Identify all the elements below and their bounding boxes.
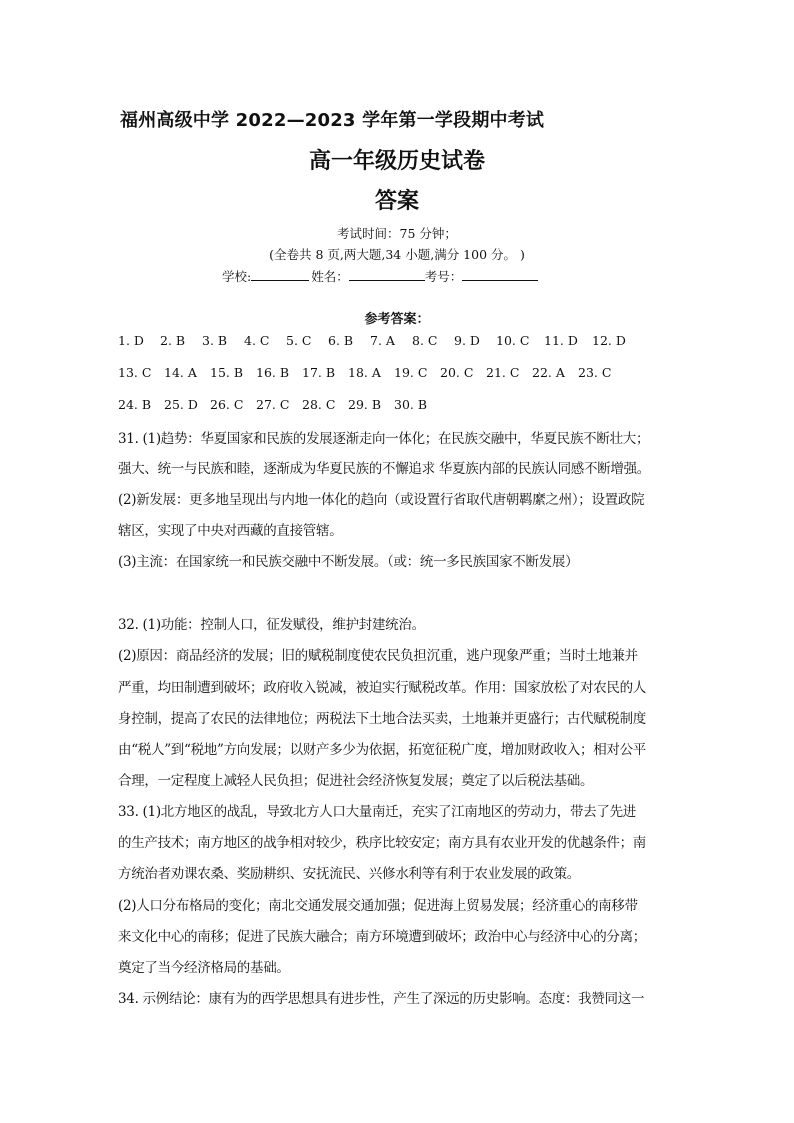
school-label: 学校: — [222, 269, 252, 284]
answer-line: (2)原因：商品经济的发展；旧的赋税制度使农民负担沉重，逃户现象严重；当时土地兼并 — [118, 648, 638, 664]
exam-scope: (全卷共 8 页,两大题,34 小题,满分 100 分。 ) — [269, 247, 525, 262]
mc-answer: 19. C — [394, 365, 428, 380]
mc-answer: 20. C — [440, 365, 474, 380]
mc-answer: 6. B — [328, 333, 354, 348]
mc-answer-row — [118, 333, 640, 348]
answer-line: 来文化中心的南移；促进了民族大融合；南方环境遭到破坏；政治中心与经济中心的分离； — [118, 929, 646, 945]
mc-answer: 3. B — [202, 333, 228, 348]
answer-line: (3)主流：在国家统一和民族交融中不断发展。（或：统一多民族国家不断发展） — [118, 554, 579, 570]
answer-line: 由“税人”到“税地”方向发展；以财产多少为依据，拓宽征税广度，增加财政收入；相对公平 — [118, 742, 647, 758]
mc-answer: 26. C — [210, 397, 244, 412]
answer-line: 33. (1)北方地区的战乱，导致北方人口大量南迁，充实了江南地区的劳动力，带去了先进 — [118, 804, 636, 820]
mc-answer: 21. C — [486, 365, 520, 380]
mc-answer: 4. C — [244, 333, 270, 348]
answer-line: 辖区，实现了中央对西藏的直接管辖。 — [118, 523, 343, 539]
answer-line: 34. 示例结论：康有为的西学思想具有进步性，产生了深远的历史影响。态度：我赞同这一 — [118, 991, 645, 1007]
name-label: 姓名： — [311, 269, 349, 284]
exam-time: 考试时间：75 分钟； — [337, 226, 457, 241]
mc-answer: 23. C — [578, 365, 612, 380]
mc-answer: 25. D — [164, 397, 198, 412]
mc-answer: 9. D — [454, 333, 480, 348]
school-blank — [251, 266, 307, 281]
mc-answer-row — [118, 397, 440, 412]
mc-answer: 7. A — [370, 333, 395, 348]
mc-answer: 2. B — [160, 333, 186, 348]
mc-answer: 17. B — [302, 365, 336, 380]
answer-line: 方统治者劝课农桑、奖励耕织、安抚流民、兴修水利等有利于农业发展的政策。 — [118, 866, 580, 882]
mc-answer: 18. A — [348, 365, 381, 380]
mc-answer: 22. A — [532, 365, 565, 380]
mc-answer: 16. B — [256, 365, 290, 380]
answer-title: 答案 — [374, 189, 419, 214]
student-info-row — [222, 266, 538, 285]
reference-answer-heading: 参考答案： — [364, 312, 430, 327]
answer-line: 强大、统一与民族和睦，逐渐成为华夏民族的不懈追求 华夏族内部的民族认同感不断增强。 — [118, 461, 650, 477]
school-blank-tick — [307, 266, 309, 281]
number-blank — [462, 266, 538, 281]
answer-line: 身控制，提高了农民的法律地位；两税法下土地合法买卖，土地兼并更盛行；古代赋税制度 — [118, 711, 646, 727]
mc-answer: 5. C — [286, 333, 312, 348]
mc-answer: 30. B — [394, 397, 428, 412]
mc-answer: 1. D — [118, 333, 144, 348]
subject-title: 高一年级历史试卷 — [308, 149, 485, 174]
mc-answer: 10. C — [496, 333, 530, 348]
school-exam-title: 福州高级中学 2022—2023 学年第一学段期中考试 — [120, 110, 545, 131]
mc-answer: 14. A — [164, 365, 197, 380]
answer-line: 合理，一定程度上减轻人民负担；促进社会经济恢复发展；奠定了以后税法基础。 — [118, 773, 594, 789]
number-label: 考号： — [424, 269, 463, 284]
mc-answer: 27. C — [256, 397, 290, 412]
mc-answer-row — [118, 365, 624, 380]
mc-answer: 12. D — [592, 333, 626, 348]
mc-answer: 15. B — [210, 365, 244, 380]
answer-line: 严重，均田制遭到破坏；政府收入锐减，被迫实行赋税改革。作用：国家放松了对农民的人 — [118, 680, 646, 696]
answer-line: 的生产技术；南方地区的战争相对较少，秩序比较安定；南方具有农业开发的优越条件；南 — [118, 835, 646, 851]
mc-answer: 28. C — [302, 397, 336, 412]
answer-line: (2)人口分布格局的变化；南北交通发展交通加强；促进海上贸易发展；经济重心的南移带 — [118, 898, 638, 914]
mc-answer: 8. C — [412, 333, 438, 348]
name-blank — [349, 266, 425, 281]
mc-answer: 11. D — [544, 333, 578, 348]
answer-line: 32. (1)功能：控制人口，征发赋役，维护封建统治。 — [118, 617, 425, 633]
mc-answer: 29. B — [348, 397, 382, 412]
answer-line: 31. (1)趋势：华夏国家和民族的发展逐渐走向一体化；在民族交融中，华夏民族不断壮大； — [118, 431, 650, 447]
answer-line: (2)新发展：更多地呈现出与内地一体化的趋向（或设置行省取代唐朝羁縻之州）；设置政院 — [118, 492, 645, 508]
mc-answer: 13. C — [118, 365, 152, 380]
answer-line: 奠定了当今经济格局的基础。 — [118, 960, 290, 976]
mc-answer: 24. B — [118, 397, 152, 412]
